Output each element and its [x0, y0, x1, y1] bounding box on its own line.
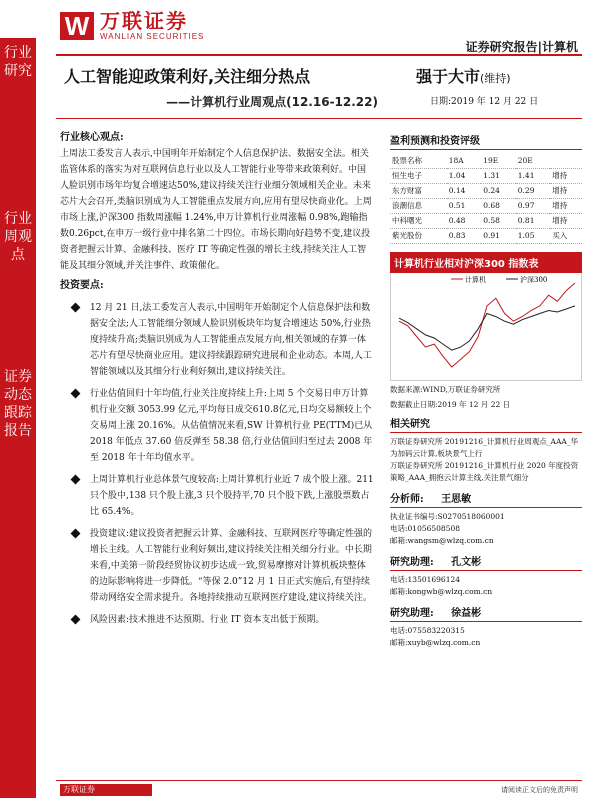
forecast-table: 股票名称 18A 19E 20E 恒生电子 1.04 1.31 1.41 增持 东方财富 0.14 0.24 0.29 增持 浪潮信息 0.51 0.68 0.97 增持 中科曙光 0.48 0.58 0.81 增持 紫光股份 0.83 0.91 1.05 买入 [390, 153, 582, 244]
side-bar [0, 38, 36, 798]
rating: 强于大市(维持) [416, 67, 511, 86]
legend-label: 沪深300 [520, 275, 548, 284]
side-column [390, 132, 582, 649]
bullet-item: 风险因素:技术推进不达预期、行业 IT 资本支出低于预期。 [60, 612, 374, 628]
footer-disclaimer: 请阅读正文后的免责声明 [501, 786, 578, 794]
core-text: 上周法工委发言人表示,中国明年开始制定个人信息保护法、数据安全法。相关监管体系的落实为对互联网信息行业以及人工智能行业等带来政策利好。中国人脸识别市场年均复合增速达50%,建议持续关注行业细分领域相关企业。未来芯片大会召开,类脑识别成为人工智能重点发展方向,应用有望尽快商业化。上周市场上涨,沪深300 指数周涨幅 1.24%,申万计算机行业周涨幅 0.98%,跑输指数0.26pct,在申万一级行业中排名第二十四位。市场长期向好趋势不变,建议投资者把握云计算、金融科技、医疗 IT 等确定性强的增长主线,持续关注人工智能及其细分领域,并关注事件、政策催化。 [60, 149, 372, 271]
report-subtitle: ——计算机行业周观点(12.16-12.22) [166, 95, 378, 109]
core-title: 行业核心观点: [60, 132, 124, 143]
line-chart [391, 273, 583, 381]
chart-source: 数据来源:WIND,万联证券研究所 [390, 384, 501, 394]
table-row: 紫光股份 0.83 0.91 1.05 买入 [390, 228, 582, 243]
invest-title: 投资要点: [60, 280, 104, 291]
table-row: 中科曙光 0.48 0.58 0.81 增持 [390, 213, 582, 228]
brand-logo [60, 10, 204, 41]
related-title: 相关研究 [390, 415, 582, 433]
analyst-block: 分析师: 王思敏 执业证书编号:S0270518060001 电话:01056508508 邮箱:wangsm@wlzq.com.cn [390, 490, 582, 547]
chart-box [390, 273, 582, 381]
bullet-item: 行业估值回归十年均值,行业关注度持续上升:上周 5 个交易日申万计算机行业交额 3053.99 亿元,平均每日成交610.8亿元,日均交易额较上个交易周上涨 20.16%。从估值情况来看,SW 计算机行业 PE(TTM)已从 2018 年低点 37.60 倍反弹至 58.38 倍,行业估值回归至过去 2008 年至 2018 年十年均值水平。 [60, 386, 374, 466]
legend-label: 计算机 [465, 275, 486, 284]
side-label-1: 行业研究 [4, 45, 32, 79]
table-row: 浪潮信息 0.51 0.68 0.97 增持 [390, 198, 582, 213]
title-rule [56, 118, 582, 119]
related-item[interactable]: 万联证券研究所 20191216_计算机行业 2020 年度投资策略_AAA_拥抱云计算主线,关注景气细分 [390, 460, 579, 482]
table-row: 恒生电子 1.04 1.31 1.41 增持 [390, 168, 582, 183]
chart-cutoff: 数据截止日期:2019 年 12 月 22 日 [390, 399, 511, 409]
bullet-item: 上周计算机行业总体景气度较高:上周计算机行业近 7 成个股上涨。211 只个股中,138 只个股上涨,3 只个股持平,70 只个股下跌,上涨股票数占比 65.4%。 [60, 472, 374, 520]
table-row: 东方财富 0.14 0.24 0.29 增持 [390, 183, 582, 198]
main-column [60, 130, 374, 628]
bullet-item: 投资建议:建议投资者把握云计算、金融科技、互联网医疗等确定性强的增长主线。人工智能行业利好频出,建议持续关注相关细分行业。中长期来看,中美第一阶段经贸协议初步达成一致,贸易摩擦对计算机板块整体的边际影响将进一步降低。“等保 2.0”12 月 1 日正式实施后,有望持续带动网络安全需求提升。各地持续推动互联网医疗建设,建议持续关注。 [60, 526, 374, 606]
series-line-1 [399, 305, 575, 349]
forecast-title: 盈利预测和投资评级 [390, 132, 582, 150]
side-label-3: 证券动态跟踪报告 [4, 369, 32, 439]
top-rule [56, 54, 582, 56]
side-label-2: 行业周观点 [4, 211, 32, 263]
analyst-block: 研究助理: 孔文彬 电话:13501696124 邮箱:kongwb@wlzq.com.cn [390, 553, 582, 598]
series-line-0 [399, 283, 575, 367]
report-date: 日期:2019 年 12 月 22 日 [430, 97, 539, 107]
logo-cn: 万联证券 [100, 9, 188, 33]
related-item[interactable]: 万联证券研究所 20191216_计算机行业周观点_AAA_华为加码云计算,板块景气上行 [390, 436, 579, 458]
bottom-rule [56, 780, 582, 781]
analyst-block: 研究助理: 徐益彬 电话:075583220315 邮箱:xuyb@wlzq.com.cn [390, 604, 582, 649]
report-category: 证券研究报告|计算机 [465, 40, 578, 54]
logo-en: WANLIAN SECURITIES [100, 32, 205, 41]
bullet-item: 12 月 21 日,法工委发言人表示,中国明年开始制定个人信息保护法和数据安全法;人工智能细分领域人脸识别板块年均复合增速达 50%,行业热度持续升高;类脑识别成为人工智能重点发展方向,相关领域的存算一体芯片有望尽快商业应用。建议持续跟踪研究进展和企业动态。本周,人工智能领域以及其细分行业利好频出,建议持续关注。 [60, 300, 374, 380]
report-title: 人工智能迎政策利好,关注细分热点 [64, 67, 311, 86]
logo-mark: W [60, 12, 94, 40]
footer-brand: 万联证券 [60, 784, 152, 796]
chart-title: 计算机行业相对沪深300 指数表 [390, 252, 582, 273]
